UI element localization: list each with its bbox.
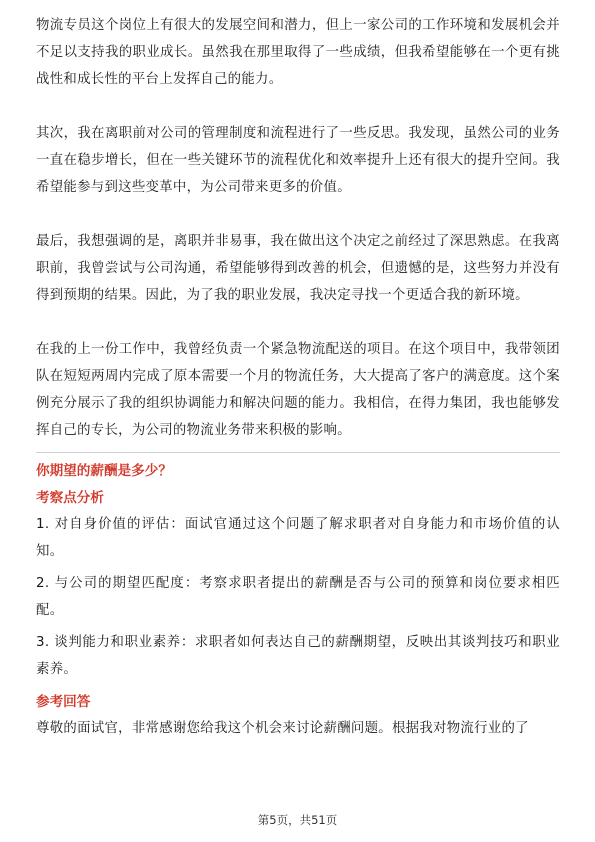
paragraph-development: 物流专员这个岗位上有很大的发展空间和潜力，但上一家公司的工作环境和发展机会并不足以支持我的职业成长。虽然我在那里取得了一些成绩，但我希望能够在一个更有挑战性和成长性的平台上发挥自己的能力。 (36, 18, 560, 87)
paragraph-case-example: 在我的上一份工作中，我曾经负责一个紧急物流配送的项目。在这个项目中，我带领团队在短短两周内完成了原本需要一个月的物流任务，大大提高了客户的满意度。这个案例充分展示了我的组织协调能力和解决问题的能力。我相信，在得力集团，我也能够发挥自己的专长，为公司的物流业务带来积极的影响。 (36, 342, 560, 438)
question-heading: 你期望的薪酬是多少？ (36, 463, 172, 479)
document-body (36, 12, 560, 747)
analysis-point: 1. 对自身价值的评估：面试官通过这个问题了解求职者对自身能力和市场价值的认知。 (36, 517, 560, 559)
paragraph-gap (36, 201, 560, 228)
paragraph-decision: 最后，我想强调的是，离职并非易事，我在做出这个决定之前经过了深思熟虑。在我离职前，我曾尝试与公司沟通，希望能够得到改善的机会，但遗憾的是，这些努力并没有得到预期的结果。因此，为了我的职业发展，我决定寻找一个更适合我的新环境。 (36, 234, 560, 303)
answer-text: 尊敬的面试官，非常感谢您给我这个机会来讨论薪酬问题。根据我对物流行业的了 (36, 721, 529, 736)
paragraph-gap (36, 309, 560, 336)
analysis-heading: 考察点分析 (36, 490, 104, 506)
paragraph-gap (36, 93, 560, 120)
answer-heading: 参考回答 (36, 694, 91, 710)
section-divider (36, 452, 560, 453)
page-footer: 第5页，共51页 (257, 813, 338, 827)
analysis-point: 3. 谈判能力和职业素养：求职者如何表达自己的薪酬期望，反映出其谈判技巧和职业素养。 (36, 635, 560, 677)
analysis-point: 2. 与公司的期望匹配度：考察求职者提出的薪酬是否与公司的预算和岗位要求相匹配。 (36, 576, 560, 618)
paragraph-reflection: 其次，我在离职前对公司的管理制度和流程进行了一些反思。我发现，虽然公司的业务一直在稳步增长，但在一些关键环节的流程优化和效率提升上还有很大的提升空间。我希望能参与到这些变革中，为公司带来更多的价值。 (36, 126, 560, 195)
